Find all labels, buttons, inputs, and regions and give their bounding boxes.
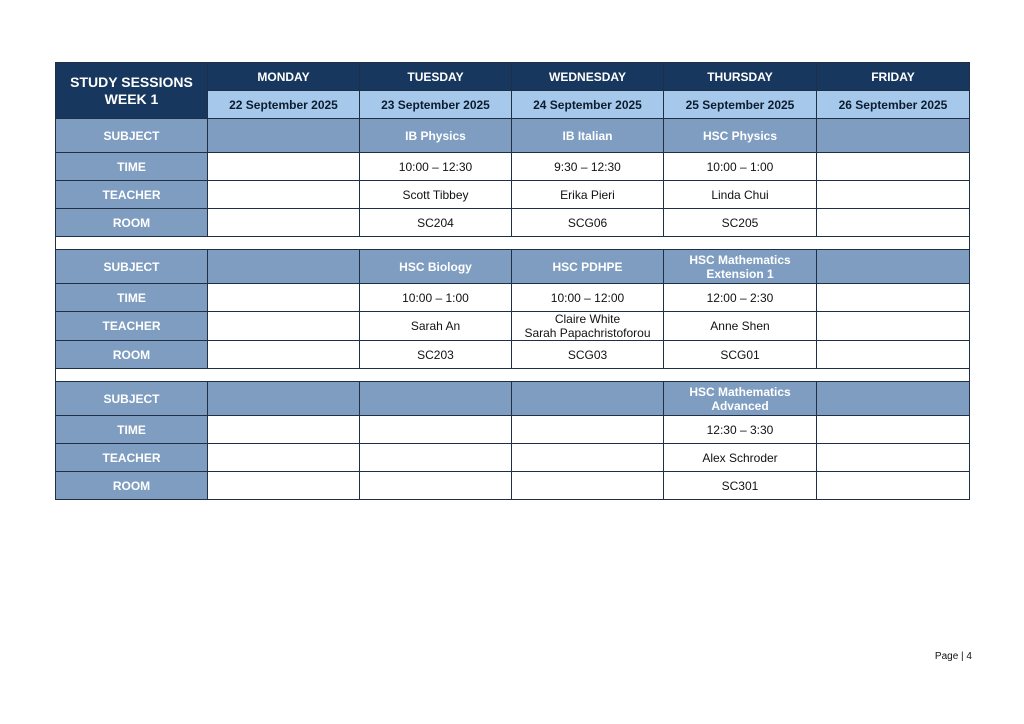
teacher-cell-monday: [208, 444, 360, 472]
day-tuesday: TUESDAY: [360, 63, 512, 91]
teacher-cell-friday: [817, 312, 970, 341]
date-monday: 22 September 2025: [208, 91, 360, 119]
subject-line-1: IB Italian: [562, 128, 613, 143]
study-sessions-table: [55, 62, 970, 500]
room-cell-tuesday: [360, 472, 512, 500]
table-body: [56, 63, 970, 500]
teacher-row: [56, 312, 970, 341]
block-spacer: [56, 237, 970, 250]
teacher-cell-tuesday: [360, 312, 512, 341]
spacer-cell: [56, 237, 970, 250]
subject-line-1: HSC PDHPE: [552, 259, 623, 274]
time-cell-friday: [817, 153, 970, 181]
room-cell-friday: [817, 341, 970, 369]
room-cell-monday: [208, 341, 360, 369]
time-label: TIME: [56, 416, 208, 444]
room-cell-monday: [208, 209, 360, 237]
teacher-cell-thursday: [664, 181, 817, 209]
page-number: Page | 4: [934, 651, 972, 662]
subject-row: [56, 382, 970, 416]
time-cell-thursday: 12:00 – 2:30: [664, 284, 817, 312]
room-cell-tuesday: SC204: [360, 209, 512, 237]
block-spacer: [56, 369, 970, 382]
subject-cell-wednesday: [512, 382, 664, 416]
teacher-line-1: Claire White: [554, 312, 621, 326]
teacher-cell-thursday: [664, 444, 817, 472]
room-cell-wednesday: SCG06: [512, 209, 664, 237]
subject-cell-friday: [817, 119, 970, 153]
time-cell-monday: [208, 284, 360, 312]
teacher-line-2: Sarah Papachristoforou: [524, 326, 651, 340]
room-cell-friday: [817, 472, 970, 500]
time-cell-monday: [208, 153, 360, 181]
time-row: [56, 153, 970, 181]
room-label: ROOM: [56, 472, 208, 500]
teacher-cell-wednesday: [512, 181, 664, 209]
time-row: [56, 416, 970, 444]
subject-cell-monday: [208, 382, 360, 416]
subject-row: [56, 119, 970, 153]
room-row: [56, 209, 970, 237]
room-cell-thursday: SC205: [664, 209, 817, 237]
subject-cell-tuesday: [360, 119, 512, 153]
teacher-cell-wednesday: [512, 312, 664, 341]
subject-line-2: Extension 1: [706, 266, 774, 281]
day-monday: MONDAY: [208, 63, 360, 91]
day-header-row: [56, 63, 970, 91]
subject-cell-thursday: [664, 250, 817, 284]
title-line-1: STUDY SESSIONS: [70, 73, 193, 90]
subject-label: SUBJECT: [56, 119, 208, 153]
room-cell-monday: [208, 472, 360, 500]
subject-line-1: HSC Physics: [702, 128, 778, 143]
time-cell-thursday: 12:30 – 3:30: [664, 416, 817, 444]
teacher-cell-tuesday: [360, 444, 512, 472]
time-label: TIME: [56, 284, 208, 312]
room-cell-tuesday: SC203: [360, 341, 512, 369]
time-label: TIME: [56, 153, 208, 181]
room-label: ROOM: [56, 209, 208, 237]
subject-cell-wednesday: [512, 119, 664, 153]
subject-cell-thursday: [664, 119, 817, 153]
room-row: [56, 472, 970, 500]
time-cell-thursday: 10:00 – 1:00: [664, 153, 817, 181]
date-thursday: 25 September 2025: [664, 91, 817, 119]
subject-cell-friday: [817, 250, 970, 284]
time-cell-wednesday: 9:30 – 12:30: [512, 153, 664, 181]
teacher-label: TEACHER: [56, 444, 208, 472]
teacher-cell-wednesday: [512, 444, 664, 472]
room-label: ROOM: [56, 341, 208, 369]
subject-cell-thursday: [664, 382, 817, 416]
time-row: [56, 284, 970, 312]
teacher-label: TEACHER: [56, 181, 208, 209]
subject-line-1: IB Physics: [405, 128, 466, 143]
subject-cell-tuesday: [360, 250, 512, 284]
room-cell-thursday: SCG01: [664, 341, 817, 369]
teacher-row: [56, 181, 970, 209]
time-cell-friday: [817, 416, 970, 444]
subject-cell-tuesday: [360, 382, 512, 416]
day-friday: FRIDAY: [817, 63, 970, 91]
date-tuesday: 23 September 2025: [360, 91, 512, 119]
subject-line-1: HSC Mathematics: [689, 384, 791, 399]
room-row: [56, 341, 970, 369]
time-cell-monday: [208, 416, 360, 444]
subject-label: SUBJECT: [56, 382, 208, 416]
subject-line-1: HSC Biology: [399, 259, 472, 274]
room-cell-wednesday: SCG03: [512, 341, 664, 369]
time-cell-tuesday: 10:00 – 1:00: [360, 284, 512, 312]
time-cell-wednesday: 10:00 – 12:00: [512, 284, 664, 312]
subject-line-1: HSC Mathematics: [689, 252, 791, 267]
spacer-cell: [56, 369, 970, 382]
teacher-row: [56, 444, 970, 472]
teacher-cell-thursday: [664, 312, 817, 341]
room-cell-thursday: SC301: [664, 472, 817, 500]
teacher-cell-tuesday: [360, 181, 512, 209]
subject-label: SUBJECT: [56, 250, 208, 284]
teacher-cell-monday: [208, 181, 360, 209]
teacher-line-1: Erika Pieri: [560, 187, 615, 202]
time-cell-tuesday: [360, 416, 512, 444]
day-wednesday: WEDNESDAY: [512, 63, 664, 91]
title-line-2: WEEK 1: [104, 90, 159, 107]
time-cell-friday: [817, 284, 970, 312]
subject-cell-monday: [208, 119, 360, 153]
date-wednesday: 24 September 2025: [512, 91, 664, 119]
day-thursday: THURSDAY: [664, 63, 817, 91]
teacher-line-1: Linda Chui: [711, 187, 769, 202]
time-cell-tuesday: 10:00 – 12:30: [360, 153, 512, 181]
teacher-cell-monday: [208, 312, 360, 341]
teacher-line-1: Anne Shen: [710, 319, 770, 333]
subject-cell-wednesday: [512, 250, 664, 284]
table-title: [56, 63, 208, 119]
subject-row: [56, 250, 970, 284]
teacher-cell-friday: [817, 444, 970, 472]
teacher-line-1: Alex Schroder: [702, 450, 778, 465]
subject-cell-friday: [817, 382, 970, 416]
room-cell-friday: [817, 209, 970, 237]
teacher-label: TEACHER: [56, 312, 208, 341]
teacher-line-1: Scott Tibbey: [402, 187, 469, 202]
teacher-cell-friday: [817, 181, 970, 209]
subject-cell-monday: [208, 250, 360, 284]
room-cell-wednesday: [512, 472, 664, 500]
subject-line-2: Advanced: [711, 398, 769, 413]
time-cell-wednesday: [512, 416, 664, 444]
date-friday: 26 September 2025: [817, 91, 970, 119]
teacher-line-1: Sarah An: [410, 319, 461, 333]
